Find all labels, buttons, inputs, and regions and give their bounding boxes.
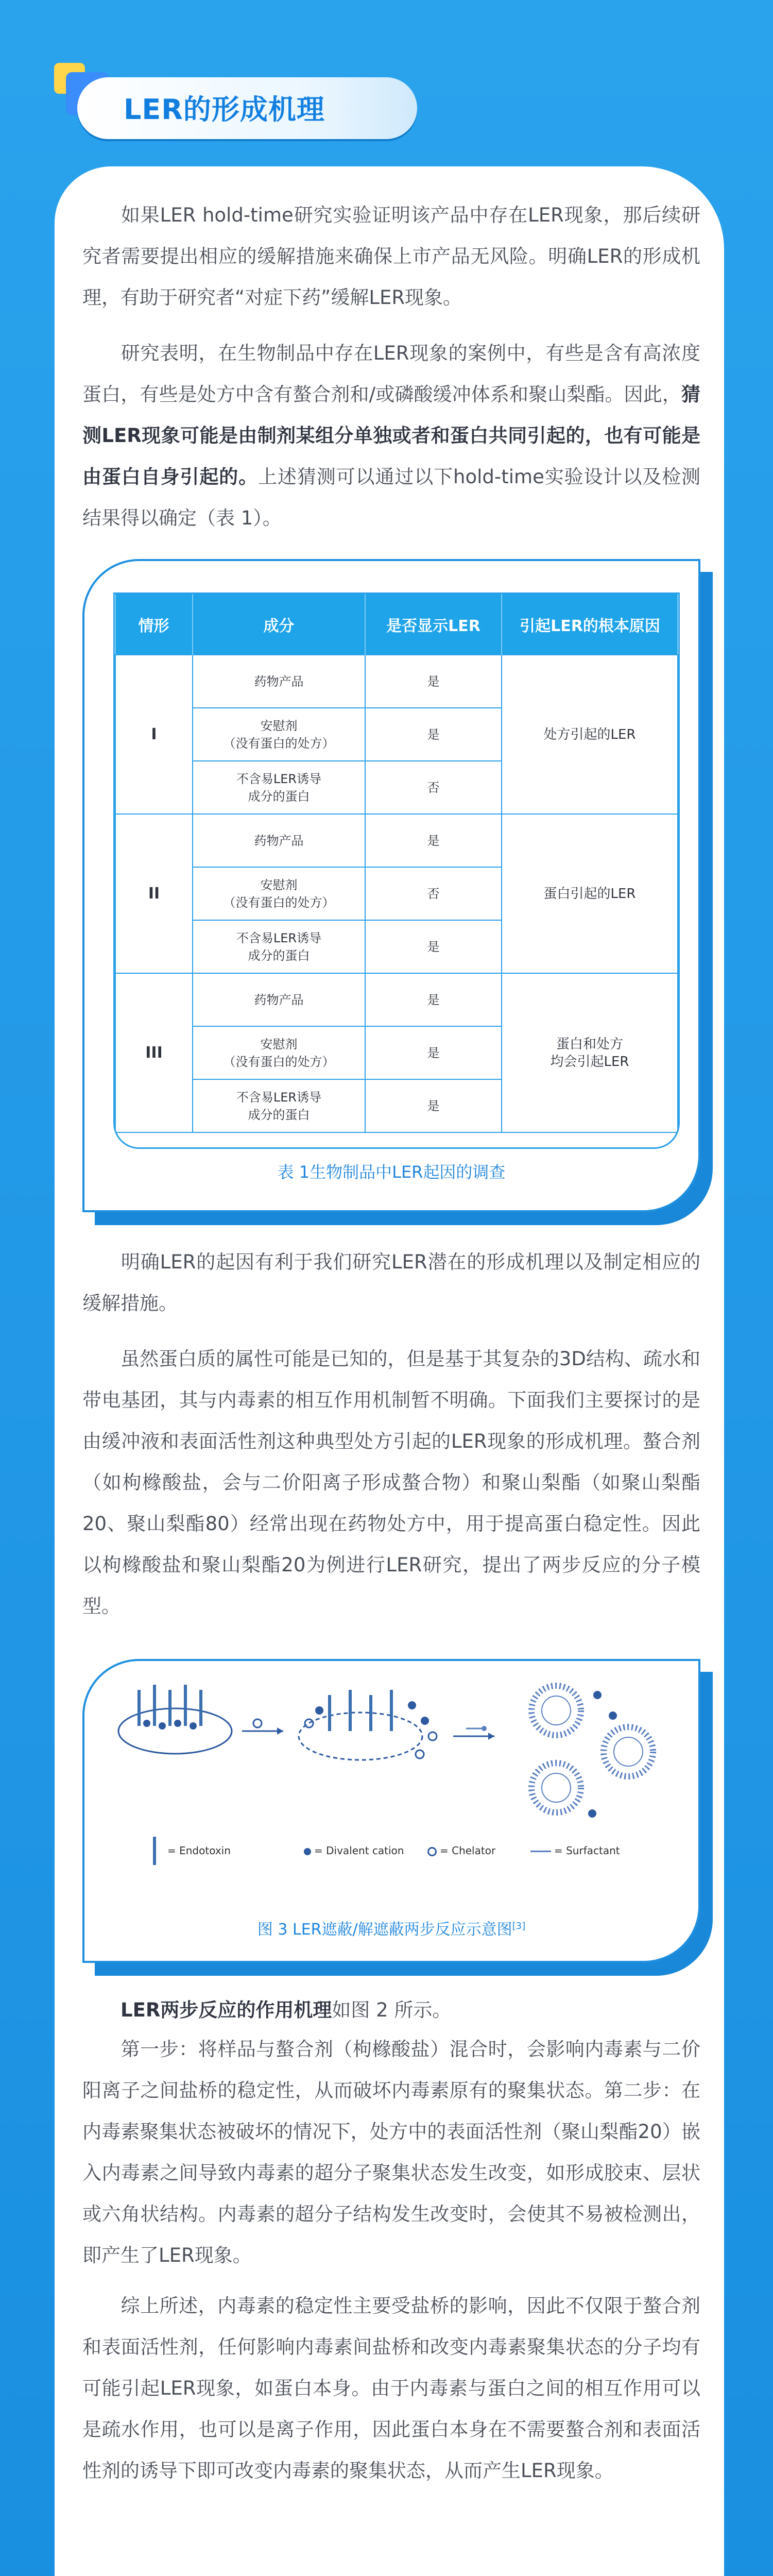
figure-caption-text: 图 3 LER遮蔽/解遮蔽两步反应示意图 (257, 1921, 512, 1939)
body-text-3: 明确LER的起因有利于我们研究LER潜在的形成机理以及制定相应的缓解措施。 (82, 1251, 700, 1314)
mechanism-text-5: 第一步：将样品与螯合剂（枸橼酸盐）混合时，会影响内毒素与二价阳离子之间盐桥的稳定性，从而破坏内毒素原有的聚集状态。第二步：在内毒素聚集状态被破坏的情况下，处方中的表面活性剂（聚山梨酯20）嵌入内毒素之间导致内毒素的超分子聚集状态发生改变，如形成胶束、层状或六角状结构。内毒素的超分子结构发生改变时，会使其不易被检测出，即产生了LER现象。 (82, 2038, 700, 2266)
intro-text-2-bold: 猜测LER现象可能是由制剂某组分单独或者和蛋白共同引起的，也有可能是由蛋白自身引起的。 (82, 383, 700, 488)
mechanism-title-rest: 如图 2 所示。 (332, 1999, 452, 2021)
mechanism-text-6: 综上所述，内毒素的稳定性主要受盐桥的影响，因此不仅限于螯合剂和表面活性剂，任何影响内毒素间盐桥和改变内毒素聚集状态的分子均有可能引起LER现象，如蛋白本身。由于内毒素与蛋白之间的相互作用可以是疏水作用，也可以是离子作用，因此蛋白本身在不需要螯合剂和表面活性剂的诱导下即可改变内毒素的聚集状态，从而产生LER现象。 (82, 2295, 700, 2482)
section-title: LER的形成机理 (124, 93, 325, 126)
table-cell-component: 不含易LER诱导 成分的蛋白 (193, 761, 365, 814)
table-header-case: 情形 (115, 594, 193, 655)
ler-table (115, 594, 678, 1133)
table-cell-case: II (115, 814, 193, 973)
body-paragraph-3 (82, 1242, 700, 1324)
legend-cation-text: = Divalent cation (314, 1844, 404, 1857)
endotoxin-legend-icon (144, 1834, 165, 1870)
intro-text-2a: 研究表明，在生物制品中存在LER现象的案例中，有些是含有高浓度蛋白，有些是处方中含有螯合剂和/或磷酸缓冲体系和聚山梨酯。因此， (82, 342, 700, 405)
table-cell-component: 不含易LER诱导 成分的蛋白 (193, 1079, 365, 1132)
legend-endotoxin: = Endotoxin (167, 1844, 231, 1857)
table-header-component: 成分 (193, 594, 365, 655)
arrow-1-head (277, 1727, 283, 1735)
table-cell-component: 药物产品 (193, 814, 365, 867)
legend-chelator (427, 1844, 495, 1857)
body-paragraph-4 (82, 1338, 700, 1627)
legend-surfactant-text: = Surfactant (554, 1844, 620, 1857)
body-text-4: 虽然蛋白质的属性可能是已知的，但是基于其复杂的3D结构、疏水和带电基团，其与内毒素的相互作用机制暂不明确。下面我们主要探讨的是由缓冲液和表面活性剂这种典型处方引起的LER现象的形成机理。螯合剂（如枸橼酸盐，会与二价阳离子形成螯合物）和聚山梨酯（如聚山梨酯20、聚山梨酯80）经常出现在药物处方中，用于提高蛋白稳定性。因此以枸橼酸盐和聚山梨酯20为例进行LER研究，提出了两步反应的分子模型。 (82, 1348, 700, 1617)
endotoxin-cluster-2 (330, 1690, 391, 1731)
surfactant-icon (530, 1851, 551, 1852)
table-cell-component: 安慰剂 （没有蛋白的处方） (193, 1026, 365, 1079)
table-cell-component: 安慰剂 （没有蛋白的处方） (193, 867, 365, 920)
table-cell-cause: 蛋白和处方 均会引起LER (502, 973, 678, 1132)
table-caption: 表 1生物制品中LER起因的调查 (277, 1162, 506, 1182)
chelator-icon (427, 1847, 437, 1856)
legend-cation (304, 1844, 404, 1857)
table-header-ler: 是否显示LER (365, 594, 502, 655)
mechanism-paragraph-6 (82, 2285, 700, 2492)
figure-caption (82, 1917, 700, 1939)
table-cell-case: III (115, 973, 193, 1132)
intro-paragraph-1 (82, 195, 700, 318)
legend-surfactant (530, 1844, 620, 1857)
table-cell-component: 安慰剂 （没有蛋白的处方） (193, 708, 365, 761)
mechanism-title (82, 1990, 700, 2031)
table-cell-cause: 蛋白引起的LER (502, 814, 678, 973)
arrow-2-head (488, 1733, 494, 1740)
table-cell-ler: 是 (365, 708, 502, 761)
micelle-3 (531, 1763, 581, 1812)
figure-caption-ref: [3] (512, 1921, 526, 1931)
table-cell-cause: 处方引起的LER (502, 655, 678, 814)
table-cell-component: 药物产品 (193, 655, 365, 708)
table-container (113, 592, 680, 1149)
table-cell-ler: 否 (365, 867, 502, 920)
table-cell-ler: 是 (365, 655, 502, 708)
table-cell-ler: 是 (365, 1026, 502, 1079)
table-header-cause: 引起LER的根本原因 (502, 594, 678, 655)
table-cell-ler: 是 (365, 973, 502, 1026)
table-cell-ler: 是 (365, 1079, 502, 1132)
table-cell-ler: 是 (365, 920, 502, 973)
membrane-ellipse-1 (118, 1708, 232, 1754)
table-cell-component: 药物产品 (193, 973, 365, 1026)
table-cell-ler: 否 (365, 761, 502, 814)
table-cell-case: I (115, 655, 193, 814)
table-cell-component: 不含易LER诱导 成分的蛋白 (193, 920, 365, 973)
ler-two-step-diagram (103, 1674, 680, 1839)
micelle-2 (604, 1727, 653, 1776)
intro-text-2b: 上述猜测可以通过以下hold-time实验设计以及检测结果得以确定（表 1）。 (82, 466, 701, 529)
table-row (115, 655, 678, 708)
table-row (115, 814, 678, 867)
mechanism-paragraph-5 (82, 2029, 700, 2276)
table-body (115, 655, 678, 1132)
cation-icon (304, 1848, 311, 1855)
membrane-ellipse-2 (299, 1713, 422, 1760)
chelator-symbol-1 (253, 1719, 262, 1727)
micelle-1 (531, 1686, 581, 1735)
endotoxin-cluster-1 (139, 1685, 201, 1726)
intro-paragraph-2 (82, 333, 700, 539)
mechanism-title-bold: LER两步反应的作用机理 (121, 1999, 332, 2021)
table-cell-ler: 是 (365, 814, 502, 867)
legend-chelator-text: = Chelator (440, 1844, 496, 1857)
intro-text-1: 如果LER hold-time研究实验证明该产品中存在LER现象，那后续研究者需要提出相应的缓解措施来确保上市产品无风险。明确LER的形成机理，有助于研究者“对症下药”缓解LER现象。 (82, 204, 700, 309)
table-row (115, 973, 678, 1026)
